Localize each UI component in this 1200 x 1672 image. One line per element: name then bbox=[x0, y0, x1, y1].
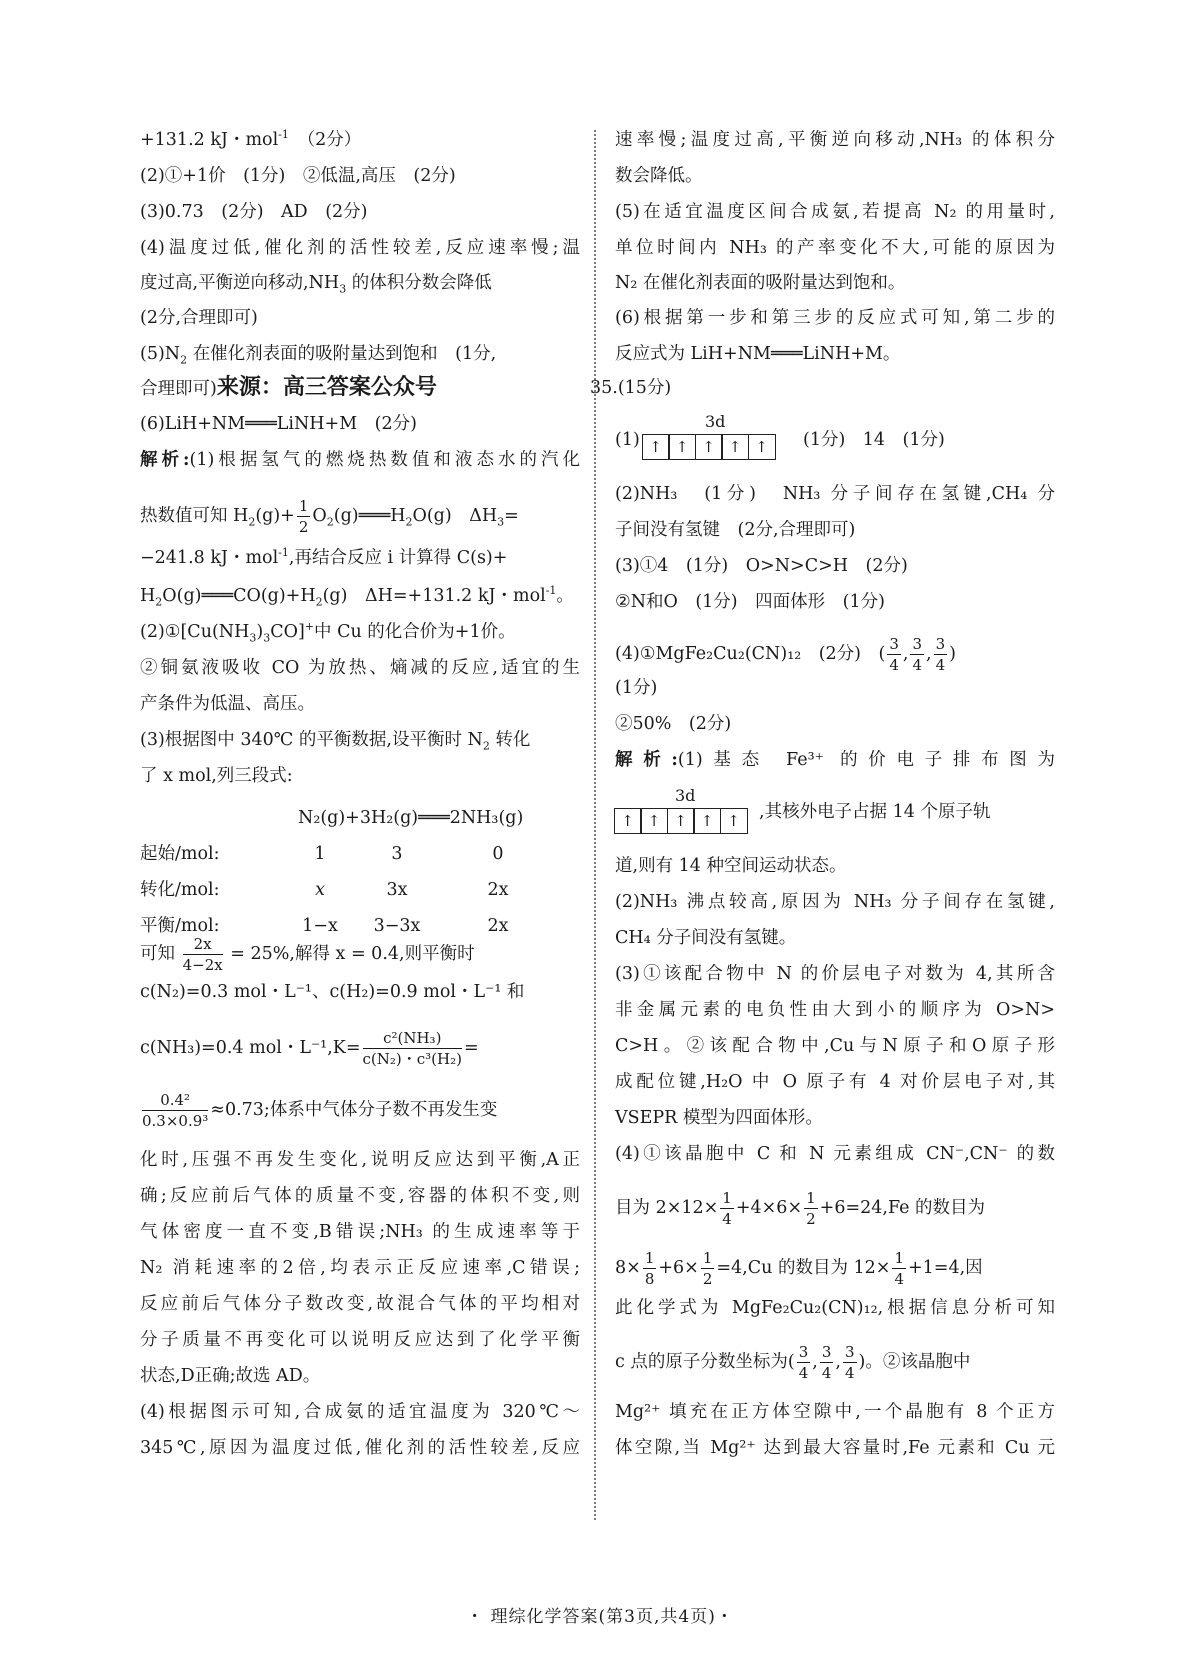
answer-line: (2)①+1价 (1分) ②低温,高压 (2分) bbox=[140, 166, 456, 186]
orbital-box: ↑ bbox=[693, 808, 721, 834]
orbital-diagram bbox=[615, 808, 748, 834]
explanation-line: 状态,D正确;故选 AD。 bbox=[140, 1366, 321, 1386]
explanation-line: 反应前后气体分子数改变,故混合气体的平均相对 bbox=[140, 1294, 580, 1314]
answer-line: (1分) 14 (1分) bbox=[803, 430, 945, 450]
explanation-line: 解析:(1)基态 Fe³⁺ 的价电子排布图为 bbox=[615, 750, 1055, 770]
explanation-line: c(NH₃)=0.4 mol・L⁻¹,K= $\frac{\text{c²(NH₃)}}{\text{c(N₂)・c³(H₂)}}$ = bbox=[140, 1029, 479, 1068]
explanation-line: ,其核外电子占据 14 个原子轨 bbox=[759, 802, 991, 822]
explanation-line: N₂ 在催化剂表面的吸附量达到饱和。 bbox=[615, 273, 906, 293]
ice-row-label: 起始/mol: bbox=[140, 844, 220, 864]
answer-line: (3)①4 (1分) O>N>C>H (2分) bbox=[615, 556, 908, 576]
question-number: 35.(15分) bbox=[590, 378, 672, 398]
explanation-line: 化时,压强不再发生变化,说明反应达到平衡,A正 bbox=[140, 1150, 580, 1170]
answer-line: ②50% (2分) bbox=[615, 714, 732, 734]
explanation-line: $H_2O(g)═══CO(g)+H_2(g)$ ΔH=+131.2 kJ・mol$^{-1}$。 bbox=[140, 584, 574, 609]
explanation-line: 单位时间内 NH₃ 的产率变化不大,可能的原因为 bbox=[615, 238, 1055, 258]
answer-line: 合理即可)来源：高三答案公众号 bbox=[140, 375, 437, 400]
explanation-line: CH₄ 分子间没有氢键。 bbox=[615, 928, 797, 948]
orbital-box: ↑ bbox=[695, 434, 723, 460]
answer-line: 度过高,平衡逆向移动$,NH_3$ 的体积分数会降低 bbox=[140, 273, 492, 296]
ice-cell: 1−x bbox=[302, 916, 338, 936]
explanation-line: 道,则有 14 种空间运动状态。 bbox=[615, 856, 847, 876]
explanation-line: 气体密度一直不变,B错误;NH₃ 的生成速率等于 bbox=[140, 1222, 580, 1242]
ice-cell: 0 bbox=[492, 844, 504, 864]
orbital-label: 3d bbox=[705, 412, 726, 431]
explanation-line: c(N₂)=0.3 mol・L⁻¹、c(H₂)=0.9 mol・L⁻¹ 和 bbox=[140, 982, 525, 1002]
explanation-line: N₂ 消耗速率的2倍,均表示正反应速率,C错误; bbox=[140, 1258, 580, 1278]
explanation-line: $\frac{\text{0.4²}}{\text{0.3×0.9³}}$ ≈0.73;体系中气体分子数不再发生变 bbox=[142, 1091, 498, 1130]
orbital-diagram bbox=[643, 434, 776, 460]
ice-cell: 1 bbox=[314, 844, 326, 864]
explanation-line: 8× $\frac{1}{8}$ +6× $\frac{1}{2}$ =4,Cu 的数目为 12× $\frac{1}{4}$ +1=4,因 bbox=[615, 1249, 983, 1288]
explanation-line: $(2)①[Cu(NH_3)_3CO]^+$中 Cu 的化合价为+1价。 bbox=[140, 620, 516, 645]
ice-equation: N₂(g)+3H₂(g)═══2NH₃(g) bbox=[298, 808, 524, 828]
orbital-box: ↑ bbox=[748, 434, 776, 460]
answer-line: (2分,合理即可) bbox=[140, 308, 258, 328]
explanation-line: (3)根据图中 340℃ 的平衡数据,设平衡时 $N_2$ 转化 bbox=[140, 730, 531, 753]
column-divider bbox=[594, 130, 596, 1520]
explanation-line: 此化学式为 MgFe₂Cu₂(CN)₁₂,根据信息分析可知 bbox=[615, 1298, 1055, 1318]
explanation-line: c 点的原子分数坐标为( $\frac{3}{4}$ , $\frac{3}{4}$ , $\frac{3}{4}$ )。②该晶胞中 bbox=[615, 1343, 971, 1382]
explanation-line: (3)①该配合物中 N 的价层电子对数为 4,其所含 bbox=[615, 964, 1055, 984]
ice-cell: 3−3x bbox=[373, 916, 421, 936]
explanation-line: 345℃,原因为温度过低,催化剂的活性较差,反应 bbox=[140, 1438, 580, 1458]
explanation-line: C>H。②该配合物中,Cu与N原子和O原子形 bbox=[615, 1036, 1055, 1056]
answer-line: 子间没有氢键 (2分,合理即可) bbox=[615, 520, 856, 540]
explanation-line: −241.8 kJ・mol$^{-1}$,再结合反应 i 计算得 C(s)+ bbox=[140, 546, 508, 568]
explanation-line: 非金属元素的电负性由大到小的顺序为 O>N> bbox=[615, 1000, 1055, 1020]
explanation-line: 分子质量不再变化可以说明反应达到了化学平衡 bbox=[140, 1330, 580, 1350]
explanation-line: (5)在适宜温度区间合成氨,若提高 N₂ 的用量时, bbox=[615, 202, 1055, 222]
ice-cell: 3 bbox=[391, 844, 403, 864]
explanation-line: 热数值可知 $H_2(g)+$ $\frac{1}{2}$ $O_2(g)═══H_2O(g)$ $\Delta H_3=$ bbox=[140, 497, 519, 536]
explanation-line: 可知 $\frac{2x}{4-2x}$ = 25%,解得 x = 0.4,则平衡时 bbox=[140, 935, 475, 974]
ice-row-label: 平衡/mol: bbox=[140, 916, 220, 936]
orbital-box: ↑ bbox=[614, 808, 642, 834]
explanation-line: 体空隙,当 Mg²⁺ 达到最大容量时,Fe 元素和 Cu 元 bbox=[615, 1438, 1055, 1458]
explanation-line: 成配位键,H₂O 中 O 原子有 4 对价层电子对,其 bbox=[615, 1072, 1055, 1092]
ice-cell: 2x bbox=[487, 916, 509, 936]
ice-row-label: 转化/mol: bbox=[140, 880, 220, 900]
explanation-line: 产条件为低温、高压。 bbox=[140, 694, 315, 714]
answer-line: (6)LiH+NM═══LiNH+M (2分) bbox=[140, 414, 417, 434]
orbital-box: ↑ bbox=[667, 808, 695, 834]
explanation-line: 反应式为 LiH+NM═══LiNH+M。 bbox=[615, 344, 901, 364]
answer-line: (1) bbox=[615, 430, 640, 450]
answer-line: ②N和O (1分) 四面体形 (1分) bbox=[615, 592, 885, 612]
orbital-label: 3d bbox=[675, 786, 696, 805]
ice-cell: x bbox=[315, 880, 325, 900]
explanation-line: Mg²⁺ 填充在正方体空隙中,一个晶胞有 8 个正方 bbox=[615, 1402, 1055, 1422]
orbital-box: ↑ bbox=[721, 434, 749, 460]
orbital-box: ↑ bbox=[720, 808, 748, 834]
explanation-line: 目为 2×12× $\frac{1}{4}$ +4×6× $\frac{1}{2}$ +6=24,Fe 的数目为 bbox=[615, 1189, 986, 1228]
orbital-box: ↑ bbox=[642, 434, 670, 460]
page-footer: ・ 理综化学答案(第3页,共4页)・ bbox=[466, 1607, 734, 1627]
explanation-line: 确;反应前后气体的质量不变,容器的体积不变,则 bbox=[140, 1186, 580, 1206]
answer-line: +131.2 kJ・mol$^{-1}$ （2分） bbox=[140, 128, 362, 150]
explanation-line: 解析:(1)根据氢气的燃烧热数值和液态水的汽化 bbox=[140, 450, 580, 470]
source-watermark: 来源：高三答案公众号 bbox=[216, 375, 437, 400]
answer-line: (2)NH₃ (1分) NH₃ 分子间存在氢键,CH₄ 分 bbox=[615, 484, 1055, 504]
answer-line: (4)温度过低,催化剂的活性较差,反应速率慢;温 bbox=[140, 238, 580, 258]
answer-line: (4)①MgFe₂Cu₂(CN)₁₂ (2分) ( $\frac{3}{4}$ , $\frac{3}{4}$ , $\frac{3}{4}$ ) bbox=[615, 635, 956, 674]
explanation-line: 数会降低。 bbox=[615, 166, 703, 186]
ice-cell: 2x bbox=[487, 880, 509, 900]
answer-line: (1分) bbox=[615, 678, 658, 698]
orbital-box: ↑ bbox=[640, 808, 668, 834]
explanation-line: 速率慢;温度过高,平衡逆向移动,NH₃ 的体积分 bbox=[615, 130, 1055, 150]
answer-line: (3)0.73 (2分) AD (2分) bbox=[140, 202, 368, 222]
explanation-line: 了 x mol,列三段式: bbox=[140, 766, 293, 786]
explanation-line: (6)根据第一步和第三步的反应式可知,第二步的 bbox=[615, 308, 1055, 328]
orbital-box: ↑ bbox=[668, 434, 696, 460]
explanation-line: (2)NH₃ 沸点较高,原因为 NH₃ 分子间存在氢键, bbox=[615, 892, 1055, 912]
explanation-line: (4)根据图示可知,合成氨的适宜温度为 320℃～ bbox=[140, 1402, 580, 1422]
answer-line: $(5)N_2$ 在催化剂表面的吸附量达到饱和 (1分, bbox=[140, 344, 497, 367]
ice-cell: 3x bbox=[386, 880, 408, 900]
explanation-line: ②铜氨液吸收 CO 为放热、熵减的反应,适宜的生 bbox=[140, 658, 580, 678]
explanation-line: VSEPR 模型为四面体形。 bbox=[615, 1108, 823, 1128]
explanation-line: (4)①该晶胞中 C 和 N 元素组成 CN⁻,CN⁻ 的数 bbox=[615, 1144, 1055, 1164]
